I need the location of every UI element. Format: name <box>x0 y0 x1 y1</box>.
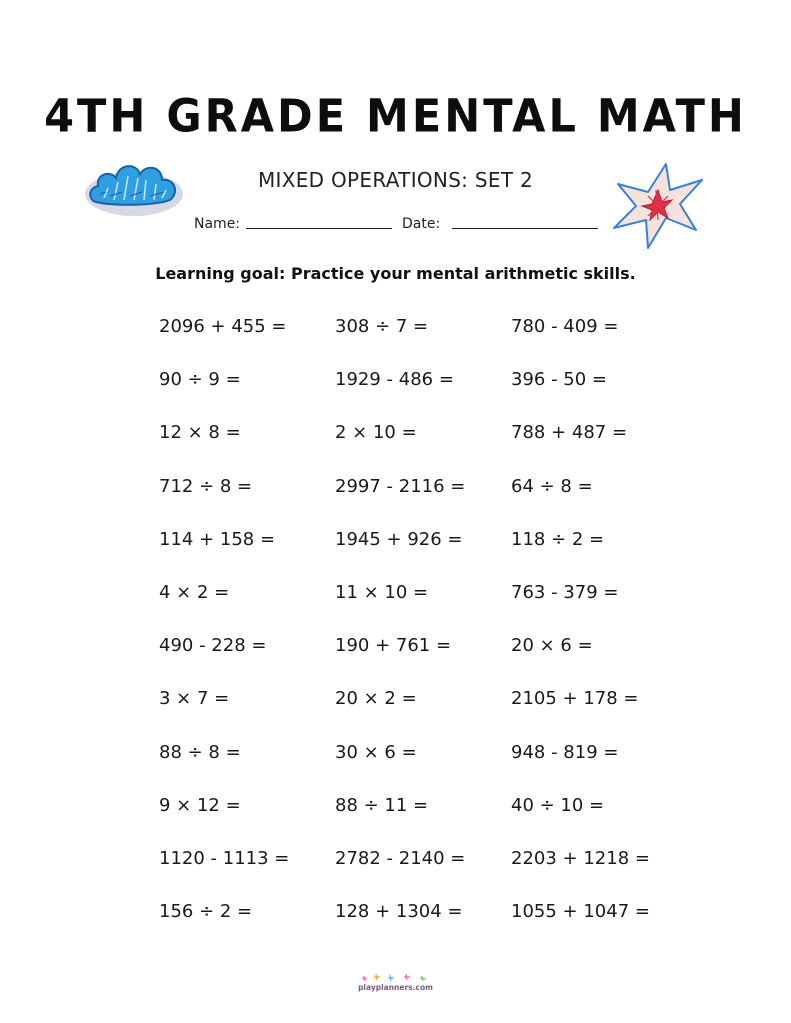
problem-item: 4 × 2 = <box>159 581 230 603</box>
problem-item: 40 ÷ 10 = <box>511 794 605 816</box>
problem-row <box>159 795 679 848</box>
page-title: 4TH GRADE MENTAL MATH <box>44 90 747 144</box>
star-icon <box>608 160 706 252</box>
date-label: Date: <box>402 216 441 232</box>
problem-item: 1120 - 1113 = <box>159 847 290 869</box>
problem-item: 114 + 158 = <box>159 528 276 550</box>
footer-brand: playplanners.com <box>358 983 433 992</box>
problem-row <box>159 742 679 795</box>
problem-item: 88 ÷ 11 = <box>335 794 429 816</box>
problem-item: 490 - 228 = <box>159 635 267 657</box>
problem-item: 1945 + 926 = <box>335 528 463 550</box>
date-field[interactable] <box>452 227 598 229</box>
name-label: Name: <box>194 216 241 232</box>
problem-item: 308 ÷ 7 = <box>335 316 429 337</box>
problem-item: 2997 - 2116 = <box>335 475 466 497</box>
problem-item: 9 × 12 = <box>159 794 241 816</box>
problem-item: 780 - 409 = <box>511 316 619 337</box>
problem-item: 12 × 8 = <box>159 422 241 444</box>
page-subtitle: MIXED OPERATIONS: SET 2 <box>257 168 534 192</box>
problem-item: 2203 + 1218 = <box>511 847 650 869</box>
problem-item: 712 ÷ 8 = <box>159 475 253 497</box>
problem-row <box>159 848 679 901</box>
problem-item: 1055 + 1047 = <box>511 901 650 923</box>
problem-item: 156 ÷ 2 = <box>159 901 253 923</box>
problem-row <box>159 635 679 688</box>
problem-item: 190 + 761 = <box>335 635 452 657</box>
problem-row <box>159 476 679 529</box>
problem-item: 2096 + 455 = <box>159 316 287 337</box>
problem-row <box>159 582 679 635</box>
problem-item: 11 × 10 = <box>335 581 429 603</box>
problem-item: 2782 - 2140 = <box>335 847 466 869</box>
learning-goal: Learning goal: Practice your mental arithmetic skills. <box>155 264 636 283</box>
problem-row <box>159 688 679 741</box>
problem-item: 118 ÷ 2 = <box>511 528 605 550</box>
problem-item: 2105 + 178 = <box>511 688 639 710</box>
problem-item: 763 - 379 = <box>511 581 619 603</box>
student-fields <box>194 216 614 232</box>
problem-grid <box>159 316 679 954</box>
problem-item: 20 × 2 = <box>335 688 417 710</box>
problem-row <box>159 901 679 954</box>
problem-item: 20 × 6 = <box>511 635 593 657</box>
problem-item: 88 ÷ 8 = <box>159 741 241 763</box>
problem-item: 3 × 7 = <box>159 688 230 710</box>
problem-item: 1929 - 486 = <box>335 369 454 391</box>
problem-row <box>159 316 679 369</box>
problem-item: 128 + 1304 = <box>335 901 463 923</box>
name-field[interactable] <box>246 227 392 229</box>
problem-item: 90 ÷ 9 = <box>159 369 241 391</box>
problem-row <box>159 369 679 422</box>
problem-item: 2 × 10 = <box>335 422 417 444</box>
problem-row <box>159 422 679 475</box>
problem-item: 396 - 50 = <box>511 369 608 391</box>
problem-item: 64 ÷ 8 = <box>511 475 593 497</box>
problem-row <box>159 529 679 582</box>
problem-item: 948 - 819 = <box>511 741 619 763</box>
problem-item: 788 + 487 = <box>511 422 628 444</box>
problem-item: 30 × 6 = <box>335 741 417 763</box>
